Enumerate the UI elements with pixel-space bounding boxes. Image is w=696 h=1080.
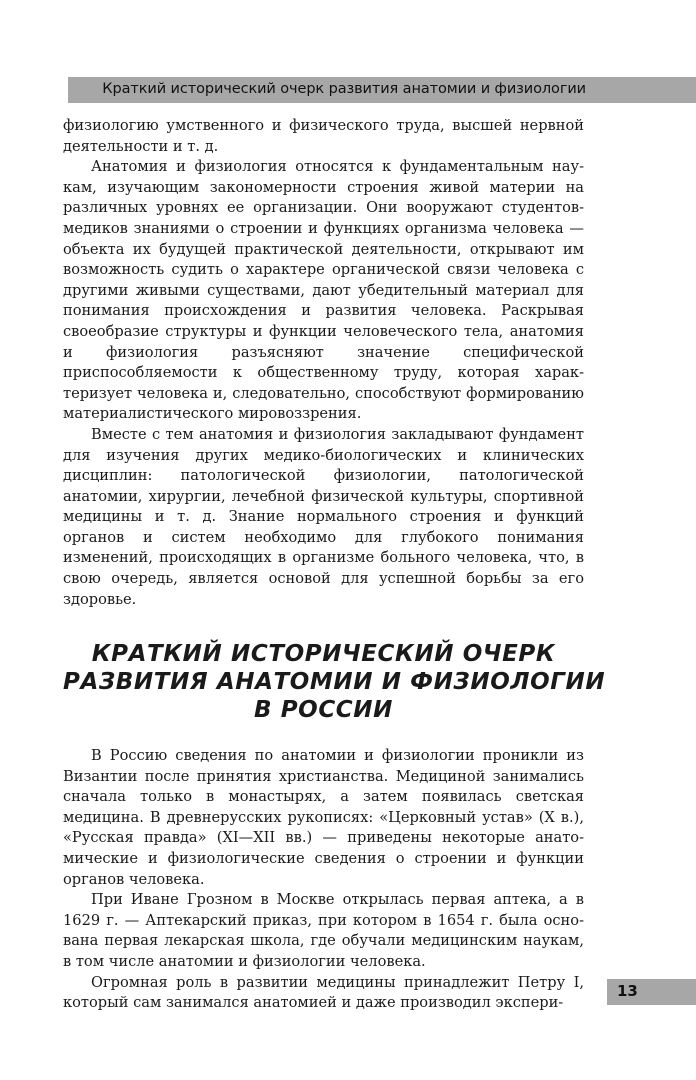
section-heading [63, 640, 606, 724]
section-text-block [63, 746, 584, 1014]
paragraph: Вместе с тем анатомия и физиология закладывают фундамент для изучения других медико-биологических и клинических дисциплин: патологической физиологии, патологической анатомии, хирургии, лечебной физической культуры, спортивной медицины и т. д. Знание нормального строения и функций органов и систем необходимо для глубокого понимания изменений, происходящих в организме больного человека, что, в свою очередь, является основой для успешной борьбы за его здоровье. [63, 425, 584, 608]
page-number-tab [607, 979, 696, 1005]
running-header [68, 77, 696, 103]
section-heading-line: В РОССИИ [253, 697, 393, 723]
running-header-title: Краткий исторический очерк развития анатомии и физиологии [102, 81, 586, 97]
continued-paragraph: физиологию умственного и физического труда, высшей нервной деятельности и т. д. [63, 117, 584, 155]
section-heading-line: РАЗВИТИЯ АНАТОМИИ И ФИЗИОЛОГИИ [63, 669, 606, 695]
paragraph: При Иване Грозном в Москве открылась первая аптека, а в 1629 г. — Аптекарский приказ, при котором в 1654 г. была основана первая лекарская школа, где обучали медицинским наукам, в том числе анатомии и физиологии человека. [63, 891, 584, 970]
intro-text-block [63, 116, 584, 610]
paragraph: Огромная роль в развитии медицины принадлежит Петру I, который сам занимался анатомией и даже производил экспери- [63, 973, 584, 1012]
paragraph: В Россию сведения по анатомии и физиологии проникли из Византии после принятия христианства. Медициной занимались сначала только в монастырях, а затем появилась светская медицина. В древнерусских рукописях: «Церковный устав» (X в.), «Русская правда» (XI—XII вв.) — приведены некоторые анатомические и физиологические сведения о строении и функции органов человека. [63, 747, 584, 888]
section-heading-line: КРАТКИЙ ИСТОРИЧЕСКИЙ ОЧЕРК [91, 641, 556, 667]
paragraph: Анатомия и физиология относятся к фундаментальным наукам, изучающим закономерности строения живой материи на различных уровнях ее организации. Они вооружают студентов-медиков знаниями о строении и функциях организма человека — объекта их будущей практической деятельности, открывают им возможность судить о характере органической связи человека с другими живыми существами, дают убедительный материал для понимания происхождения и развития человека. Раскрывая своеобразие структуры и функции человеческого тела, анатомия и физиология разъясняют значение специфической приспособляемости к общественному труду, которая характеризует человека и, следовательно, способствуют формированию материалистического мировоззрения. [63, 158, 584, 423]
page-number: 13 [617, 982, 638, 1000]
